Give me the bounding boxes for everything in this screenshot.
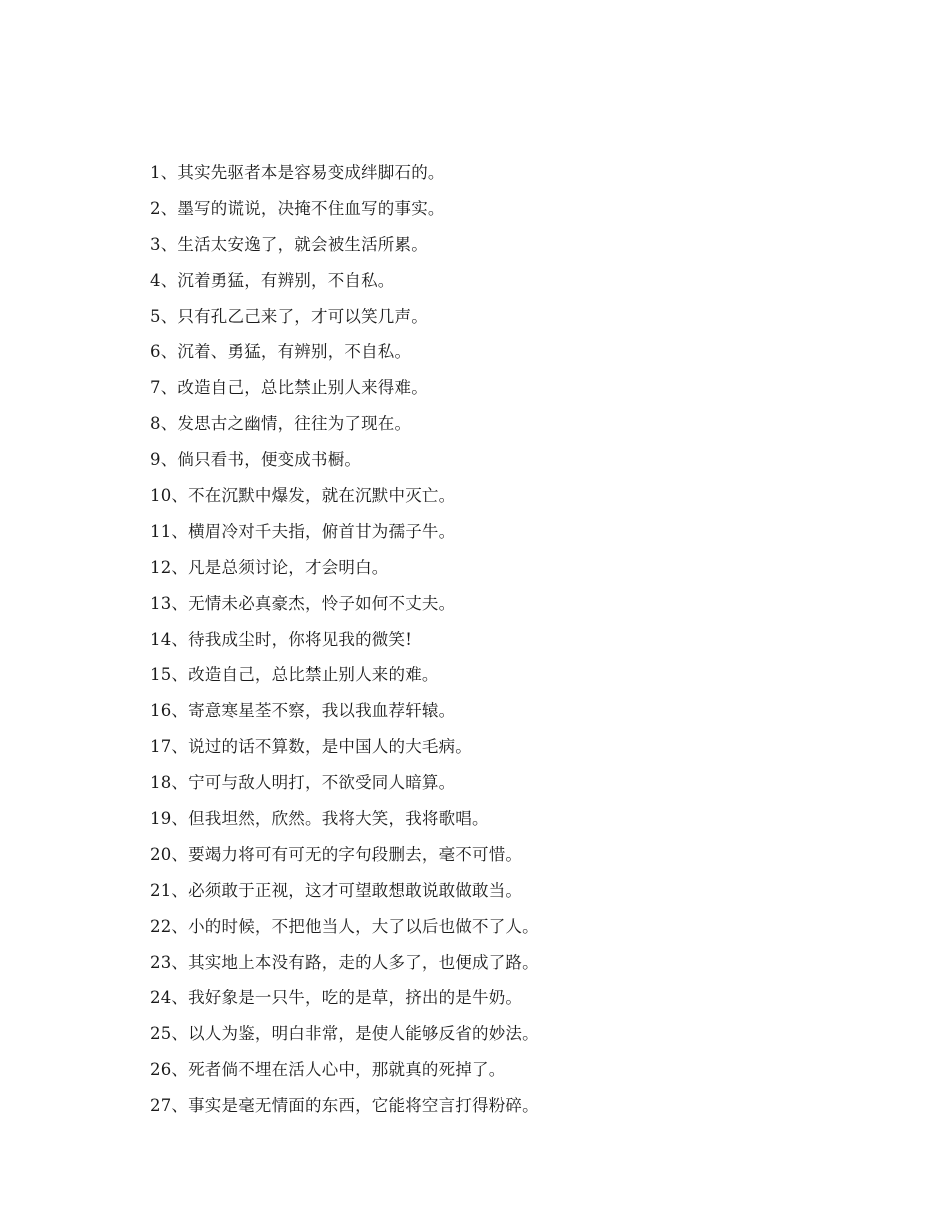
quote-line-22: 22、小的时候，不把他当人，大了以后也做不了人。 — [150, 916, 539, 936]
quote-line-18: 18、宁可与敌人明打，不欲受同人暗算。 — [150, 773, 456, 793]
quote-line-13: 13、无情未必真豪杰，怜子如何不丈夫。 — [150, 593, 456, 613]
quote-line-7: 7、改造自己，总比禁止别人来得难。 — [150, 378, 428, 398]
quote-line-20: 20、要竭力将可有可无的字句段删去，毫不可惜。 — [150, 844, 523, 864]
quote-line-5: 5、只有孔乙己来了，才可以笑几声。 — [150, 306, 428, 326]
quote-line-12: 12、凡是总须讨论，才会明白。 — [150, 557, 389, 577]
quote-line-4: 4、沉着勇猛，有辨别，不自私。 — [150, 270, 395, 290]
quote-line-26: 26、死者倘不埋在活人心中，那就真的死掉了。 — [150, 1060, 506, 1080]
quote-line-6: 6、沉着、勇猛，有辨别，不自私。 — [150, 342, 412, 362]
quote-line-1: 1、其实先驱者本是容易变成绊脚石的。 — [150, 163, 445, 182]
quote-line-25: 25、以人为鉴，明白非常，是使人能够反省的妙法。 — [150, 1024, 539, 1044]
quote-line-24: 24、我好象是一只牛，吃的是草，挤出的是牛奶。 — [150, 988, 523, 1008]
quote-line-8: 8、发思古之幽情，往往为了现在。 — [150, 414, 412, 434]
quote-line-14: 14、待我成尘时，你将见我的微笑! — [150, 629, 413, 649]
quote-line-19: 19、但我坦然，欣然。我将大笑，我将歌唱。 — [150, 809, 489, 829]
quote-line-2: 2、墨写的谎说，决掩不住血写的事实。 — [150, 198, 445, 218]
quote-list — [150, 155, 910, 1124]
quote-line-10: 10、不在沉默中爆发，就在沉默中灭亡。 — [150, 486, 456, 506]
quote-line-27: 27、事实是毫无情面的东西，它能将空言打得粉碎。 — [150, 1096, 539, 1116]
quote-line-16: 16、寄意寒星荃不察，我以我血荐轩辕。 — [150, 701, 456, 721]
quote-line-23: 23、其实地上本没有路，走的人多了，也便成了路。 — [150, 952, 539, 972]
quote-line-21: 21、必须敢于正视，这才可望敢想敢说敢做敢当。 — [150, 880, 523, 900]
quote-line-9: 9、倘只看书，便变成书橱。 — [150, 450, 362, 470]
quote-line-17: 17、说过的话不算数，是中国人的大毛病。 — [150, 737, 472, 757]
quote-line-15: 15、改造自己，总比禁止别人来的难。 — [150, 665, 439, 685]
quote-line-3: 3、生活太安逸了，就会被生活所累。 — [150, 234, 428, 254]
quote-line-11: 11、横眉冷对千夫指，俯首甘为孺子牛。 — [150, 521, 456, 541]
